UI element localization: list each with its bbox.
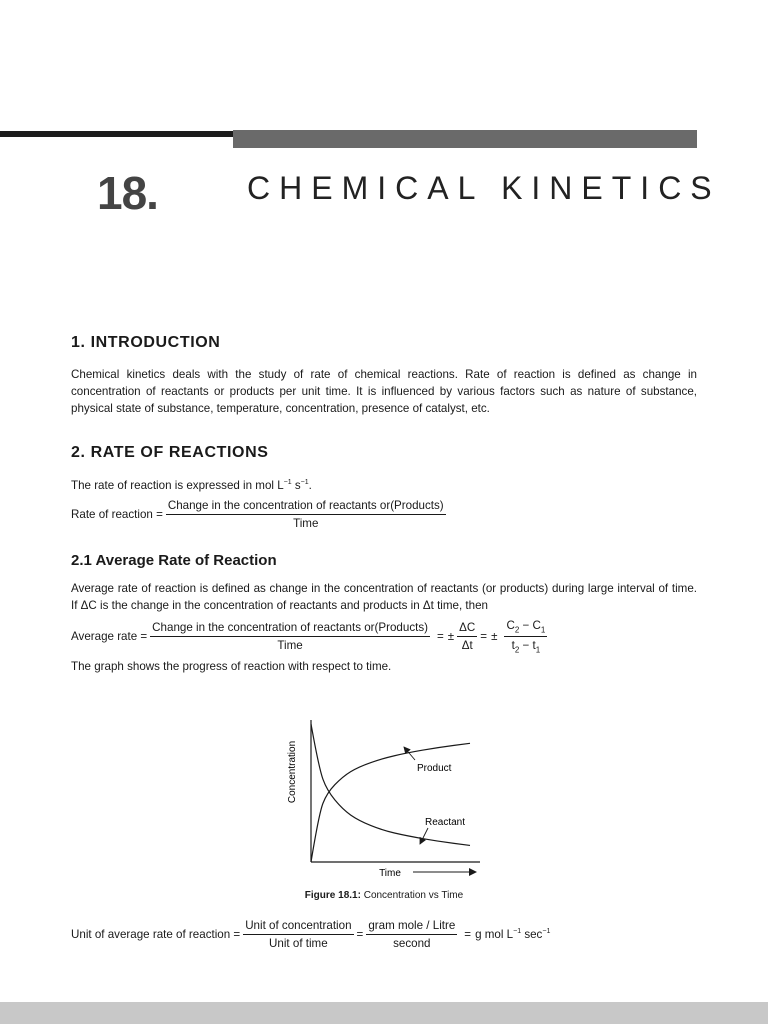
difference-fraction: $\frac{C_2 - C_1}{t_2 - t_1}$ — [506, 619, 546, 655]
introduction-paragraph: Chemical kinetics deals with the study of rate of chemical reactions. Rate of reaction is defined as change in concentration of reactants or products per unit time. It is influenced by various factors such as nature of substance, physical state of substance, temperature, concentration, presence of catalyst, etc. — [71, 368, 697, 415]
unit-fraction-2: $\frac{\text{gram mole / Litre}}{\text{second}}$ — [368, 919, 456, 950]
average-rate-fraction: $\frac{\text{Change in the concentration of reactants or(Products)}}{\text{Time}}$ — [152, 621, 428, 653]
chapter-number: 18. — [97, 167, 158, 219]
annotation-reactant: Reactant — [425, 817, 466, 828]
header-rule-grey — [233, 130, 697, 148]
header-rule-black — [0, 131, 234, 137]
chapter-title: CHEMICAL KINETICS — [247, 170, 721, 206]
average-rate-equation: Average rate = $\frac{\text{Change in the concentration of reactants or(Products)}}{\text{Time}}$ = ± $\frac{\Delta C}{\Delta t}$ = ± $\frac{C_2 - C_1}{t_2 - t_1}$ — [71, 619, 546, 655]
unit-result: g mol $L^{-1}$ $\sec^{-1}$ — [475, 928, 551, 941]
rate-unit-line: The rate of reaction is expressed in mol $L^{-1}$ $s^{-1}$. — [71, 479, 312, 492]
heading-introduction: 1. INTRODUCTION — [71, 334, 221, 351]
concentration-time-chart — [280, 690, 490, 886]
delta-fraction: $\frac{\Delta C}{\Delta t}$ — [459, 621, 476, 653]
heading-average-rate: 2.1 Average Rate of Reaction — [71, 552, 277, 569]
graph-note: The graph shows the progress of reaction with respect to time. — [71, 660, 392, 673]
x-axis-label: Time — [379, 868, 401, 879]
heading-rate-of-reactions: 2. RATE OF REACTIONS — [71, 444, 269, 461]
series-line-product — [311, 743, 470, 862]
annotation-product: Product — [417, 763, 452, 774]
rate-equation: Rate of reaction = $\frac{\text{Change in the concentration of reactants or(Products)}}{\text{Time}}$ — [71, 499, 444, 530]
reactant-pointer — [420, 828, 428, 844]
rate-fraction: $\frac{\text{Change in the concentration of reactants or(Products)}}{\text{Time}}$ — [167, 499, 444, 530]
unit-fraction-1: $\frac{\text{Unit of concentration}}{\text{Unit of time}}$ — [245, 919, 352, 950]
footer-bar — [0, 1002, 768, 1024]
unit-equation: Unit of average rate of reaction = $\frac{\text{Unit of concentration}}{\text{Unit of time}}$ = $\frac{\text{gram mole / Litre}}{\text{second}}$ = g mol $L^{-1}$ $\sec^{-1}$ — [71, 919, 551, 950]
figure-caption: Figure 18.1: Concentration vs Time — [304, 890, 464, 901]
y-axis-label: Concentration — [287, 740, 298, 804]
average-rate-paragraph: Average rate of reaction is defined as change in the concentration of reactants (or products) during large interval of time. If ΔC is the change in the concentration of reactants and products in Δt time, then — [71, 582, 697, 612]
